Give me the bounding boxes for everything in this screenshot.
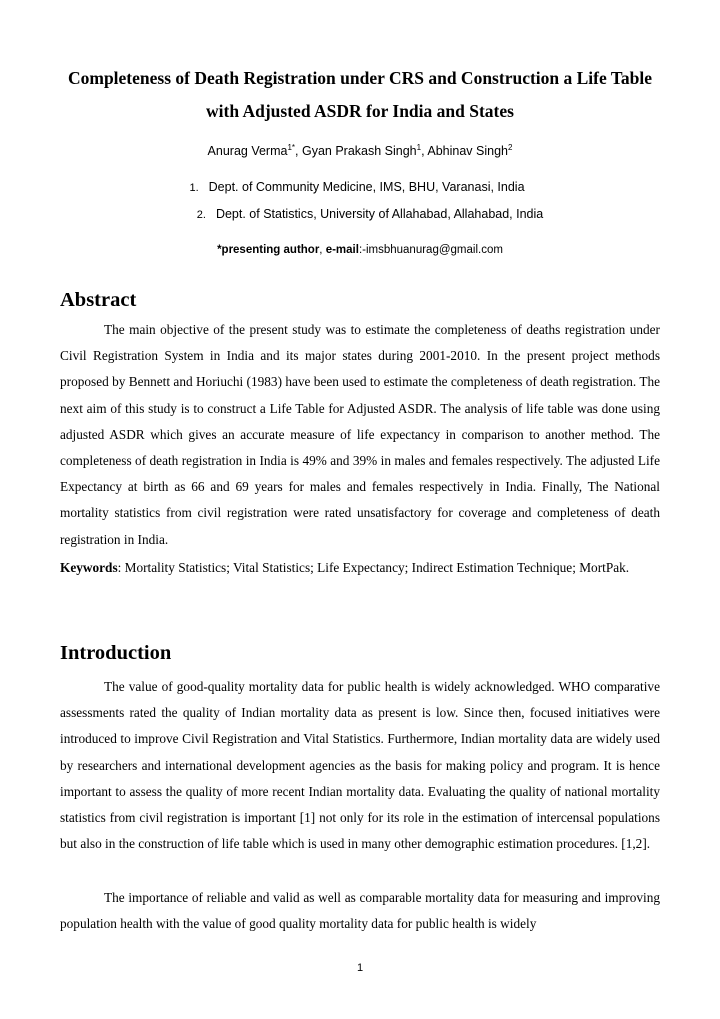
keywords-text: : Mortality Statistics; Vital Statistics; Life Expectancy; Indirect Estimation Technique; MortPak. (117, 560, 630, 575)
affiliation-text: Dept. of Community Medicine, IMS, BHU, Varanasi, India (208, 180, 525, 194)
email-label: e-mail (325, 244, 359, 256)
affiliation-number: 1. (189, 182, 199, 194)
email-address[interactable]: :-imsbhuanurag@gmail.com (358, 244, 503, 256)
affiliation-2 (10, 207, 720, 221)
author-affiliation-mark: 1 (416, 143, 422, 152)
keywords-line (60, 555, 660, 581)
page-number: 1 (356, 962, 364, 974)
abstract-heading: Abstract (60, 289, 137, 311)
author-name: Anurag Verma (207, 144, 288, 159)
paper-title: Completeness of Death Registration under CRS and Construction a Life Table with Adjusted ASDR for India and States (67, 68, 652, 121)
affiliation-number: 2. (196, 209, 206, 221)
presenting-separator: , (319, 244, 326, 256)
abstract-paragraph: The main objective of the present study was to estimate the completeness of deaths registration under Civil Registration System in India and its major states during 2001-2010. In the present project methods proposed by Bennett and Horiuchi (1983) have been used to estimate the completeness of death registration. The next aim of this study is to construct a Life Table for Adjusted ASDR. The analysis of life table was done using adjusted ASDR which gives an accurate measure of life expectancy in comparison to another method. The completeness of death registration in India is 49% and 39% in males and females respectively. The adjusted Life Expectancy at birth as 66 and 69 years for males and females respectively in India. Finally, The National mortality statistics from civil registration were rated unsatisfactory for coverage and completeness of death registration in India. (60, 322, 660, 547)
affiliation-text: Dept. of Statistics, University of Allahabad, Allahabad, India (215, 207, 544, 221)
presenting-author-line (0, 244, 720, 256)
author-affiliation-mark: 1* (287, 143, 296, 152)
introduction-paragraph-2: The importance of reliable and valid as well as comparable mortality data for measuring and improving population health with the value of good quality mortality data for public health is widely (60, 890, 660, 932)
author-name: Gyan Prakash Singh (301, 144, 417, 159)
introduction-paragraph-1: The value of good-quality mortality data for public health is widely acknowledged. WHO comparative assessments rated the quality of Indian mortality data as present is low. Since then, focused initiatives were introduced to improve Civil Registration and Vital Statistics. Furthermore, Indian mortality data are widely used by researchers and international development agencies as the basis for making policy and program. It is hence important to assess the quality of more recent Indian mortality data. Evaluating the quality of national mortality statistics from civil registration is important [1] not only for its role in the estimation of intercensal populations but also in the construction of life table which is used in many other demographic estimation procedures. [1,2]. (60, 679, 660, 852)
introduction-heading: Introduction (60, 642, 172, 664)
presenting-author-label: *presenting author (217, 244, 320, 256)
affiliation-1 (0, 180, 717, 194)
author-name: Abhinav Singh (427, 144, 508, 159)
author-list: Anurag Verma$^{1*}$, Gyan Prakash Singh$^1$, Abhinav Singh$^2$ (207, 143, 513, 159)
keywords-label: Keywords (60, 560, 118, 575)
author-affiliation-mark: 2 (507, 143, 513, 152)
